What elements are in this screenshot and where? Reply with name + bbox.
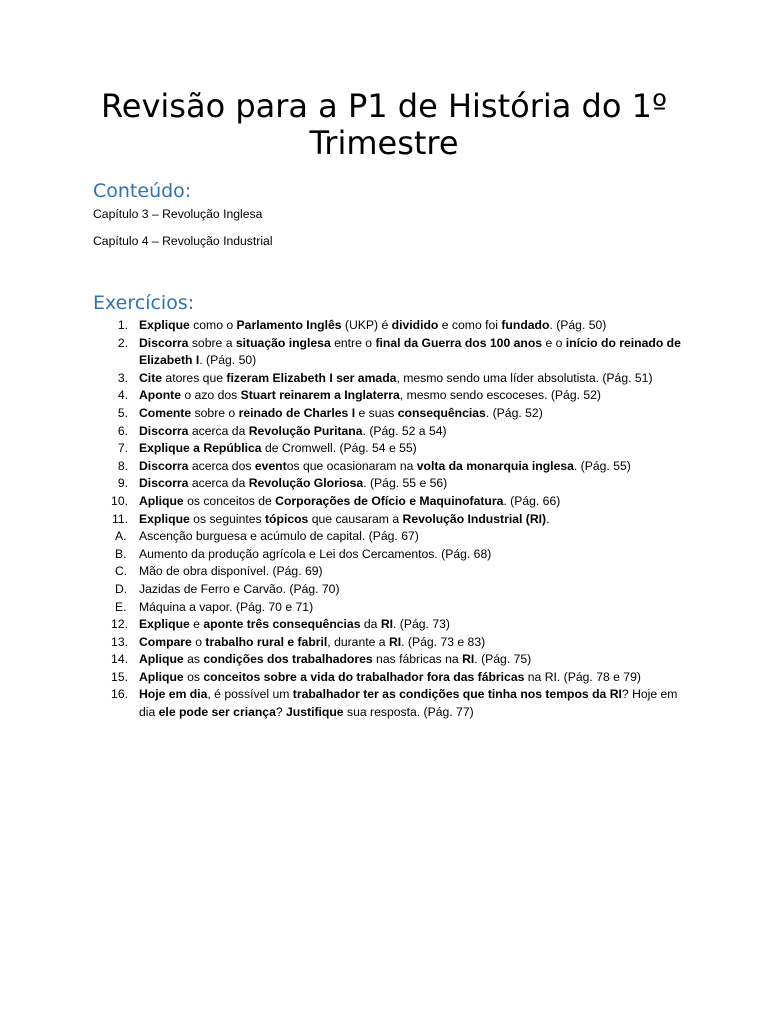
emphasis-text: Revolução Industrial (RI) [402, 511, 547, 526]
emphasis-text: Discorra [139, 335, 189, 350]
exercise-list [93, 317, 683, 722]
list-marker: 16. [111, 687, 128, 702]
emphasis-text: fundado [501, 318, 550, 332]
exercise-item [93, 511, 683, 529]
list-marker: 6. [117, 423, 128, 438]
emphasis-text: Corporações de Ofício e Maquinofatura [275, 493, 504, 508]
body-text: . (Pág. 50) [199, 353, 257, 368]
body-text: da [360, 617, 381, 632]
exercise-subitem [93, 581, 683, 599]
emphasis-text: RI [388, 634, 402, 649]
exercise-item [93, 475, 683, 493]
exercise-subitem [93, 563, 683, 581]
emphasis-text: Explique [139, 318, 190, 332]
list-marker: 3. [117, 370, 128, 385]
body-text: sobre a [188, 335, 236, 350]
emphasis-text: fizeram Elizabeth I ser amada [226, 370, 397, 385]
emphasis-text: Aplique [139, 669, 184, 684]
list-marker: 1. [117, 318, 128, 332]
exercise-item [93, 423, 683, 441]
body-text: o azo dos [180, 388, 241, 403]
exercise-item [93, 387, 683, 405]
body-text: . (Pág. 75) [474, 652, 532, 667]
chapter-item: Capítulo 3 – Revolução Inglesa [93, 207, 263, 221]
emphasis-text: tópicos [265, 511, 309, 526]
body-text: acerca da [188, 476, 249, 491]
body-text: , mesmo sendo uma líder absolutista. (Pág. 51) [396, 370, 653, 385]
list-marker: 4. [117, 388, 128, 403]
emphasis-text: Discorra [139, 458, 189, 473]
body-text: , mesmo sendo escoceses. (Pág. 52) [399, 388, 601, 403]
emphasis-text: Revolução Gloriosa [248, 476, 364, 491]
body-text: , é possível um [207, 687, 293, 702]
emphasis-text: RI [380, 617, 394, 632]
list-marker: 15. [111, 669, 128, 684]
emphasis-text: Aplique [139, 493, 184, 508]
emphasis-text: Parlamento Inglês [236, 318, 342, 332]
emphasis-text: Compare [139, 634, 192, 649]
emphasis-text: Justifique [286, 705, 344, 720]
emphasis-text: Discorra [139, 476, 189, 491]
emphasis-text: aponte três consequências [203, 617, 361, 632]
list-marker: A. [115, 529, 127, 544]
emphasis-text: trabalho rural e fabril [205, 634, 328, 649]
list-marker: 14. [111, 652, 128, 667]
exercise-item [93, 405, 683, 423]
body-text: e como foi [438, 318, 502, 332]
body-text: . (Pág. 73 e 83) [401, 634, 486, 649]
body-text: . (Pág. 66) [503, 493, 561, 508]
emphasis-text: Aponte [139, 388, 181, 403]
list-marker: B. [115, 546, 127, 561]
body-text: o [191, 634, 206, 649]
body-text: ? Hoje em dia [139, 687, 678, 720]
body-text: Jazidas de Ferro e Carvão. (Pág. 70) [139, 581, 340, 596]
list-marker: 11. [111, 511, 128, 526]
emphasis-text: volta da monarquia inglesa [416, 458, 574, 473]
body-text: ? [275, 705, 287, 720]
emphasis-text: situação inglesa [235, 335, 331, 350]
body-text: entre o [330, 335, 376, 350]
list-marker: 5. [117, 405, 128, 420]
body-text: . [546, 511, 550, 526]
emphasis-text: Hoje em dia [139, 687, 208, 702]
body-text: como o [189, 318, 237, 332]
emphasis-text: Comente [139, 405, 192, 420]
emphasis-text: Explique [139, 511, 190, 526]
list-marker: E. [115, 599, 127, 614]
body-text: Máquina a vapor. (Pág. 70 e 71) [139, 599, 314, 614]
body-text: . (Pág. 52 a 54) [362, 423, 447, 438]
body-text: que causaram a [308, 511, 403, 526]
emphasis-text: consequências [397, 405, 486, 420]
body-text: acerca dos [188, 458, 255, 473]
emphasis-text: início do reinado de Elizabeth I [139, 335, 681, 368]
list-marker: 12. [111, 617, 128, 632]
exercise-item [93, 370, 683, 388]
list-marker: D. [115, 581, 128, 596]
exercise-item [93, 440, 683, 458]
emphasis-text: conceitos sobre a vida do trabalhador fora das fábricas [203, 669, 525, 684]
list-marker: C. [115, 564, 128, 579]
body-text: . (Pág. 55) [573, 458, 631, 473]
list-marker: 9. [117, 476, 128, 491]
body-text: . (Pág. 73) [393, 617, 450, 632]
exercise-item [93, 669, 683, 687]
list-marker: 7. [117, 441, 128, 456]
body-text: os conceitos de [183, 493, 276, 508]
emphasis-text: trabalhador ter as condições que tinha nos tempos da RI [292, 687, 622, 702]
body-text: sua resposta. (Pág. 77) [343, 705, 474, 720]
exercise-item [93, 634, 683, 652]
emphasis-text: Aplique [139, 652, 184, 667]
emphasis-text: Explique a República [139, 441, 262, 456]
list-marker: 2. [117, 335, 128, 350]
body-text: acerca da [188, 423, 249, 438]
body-text: e o [542, 335, 566, 350]
body-text: e [189, 617, 204, 632]
body-text: . (Pág. 52) [485, 405, 543, 420]
body-text: . (Pág. 55 e 56) [363, 476, 448, 491]
emphasis-text: Stuart reinarem a Inglaterra [240, 388, 400, 403]
body-text: sobre o [191, 405, 239, 420]
list-marker: 10. [111, 493, 128, 508]
emphasis-text: event [254, 458, 287, 473]
body-text: , durante a [327, 634, 389, 649]
body-text: e suas [355, 405, 398, 420]
emphasis-text: reinado de Charles I [238, 405, 356, 420]
list-marker: 8. [117, 458, 128, 473]
body-text: os seguintes [189, 511, 265, 526]
body-text: Ascenção burguesa e acúmulo de capital. (Pág. 67) [139, 529, 419, 544]
exercise-item [93, 317, 683, 335]
body-text: atores que [162, 370, 227, 385]
emphasis-text: Explique [139, 617, 190, 632]
exercise-item [93, 616, 683, 634]
emphasis-text: Discorra [139, 423, 189, 438]
body-text: nas fábricas na [372, 652, 463, 667]
emphasis-text: dividido [391, 318, 439, 332]
body-text: de Cromwell. (Pág. 54 e 55) [261, 441, 417, 456]
emphasis-text: Cite [139, 370, 163, 385]
exercise-subitem [93, 599, 683, 617]
list-marker: 13. [111, 634, 128, 649]
chapter-item: Capítulo 4 – Revolução Industrial [93, 234, 273, 248]
body-text: (UKP) é [341, 318, 392, 332]
body-text: os [183, 669, 204, 684]
exercise-item [93, 458, 683, 476]
emphasis-text: ele pode ser criança [158, 705, 276, 720]
emphasis-text: final da Guerra dos 100 anos [375, 335, 543, 350]
body-text: Mão de obra disponível. (Pág. 69) [139, 564, 323, 579]
body-text: na RI. (Pág. 78 e 79) [524, 669, 641, 684]
conteudo-heading: Conteúdo: [93, 180, 192, 202]
body-text: Aumento da produção agrícola e Lei dos Cercamentos. (Pág. 68) [139, 546, 492, 561]
exercise-item [93, 651, 683, 669]
exercise-item [93, 686, 683, 721]
exercise-subitem [93, 546, 683, 564]
page-title: Revisão para a P1 de História do 1º Trimestre [100, 87, 668, 162]
body-text: as [183, 652, 204, 667]
exercicios-heading: Exercícios: [93, 292, 195, 314]
body-text: . (Pág. 50) [549, 318, 607, 332]
emphasis-text: Revolução Puritana [248, 423, 363, 438]
emphasis-text: condições dos trabalhadores [203, 652, 373, 667]
exercise-item [93, 493, 683, 511]
exercise-item [93, 335, 683, 370]
exercise-subitem [93, 528, 683, 546]
emphasis-text: RI [462, 652, 475, 667]
body-text: os que ocasionaram na [286, 458, 417, 473]
